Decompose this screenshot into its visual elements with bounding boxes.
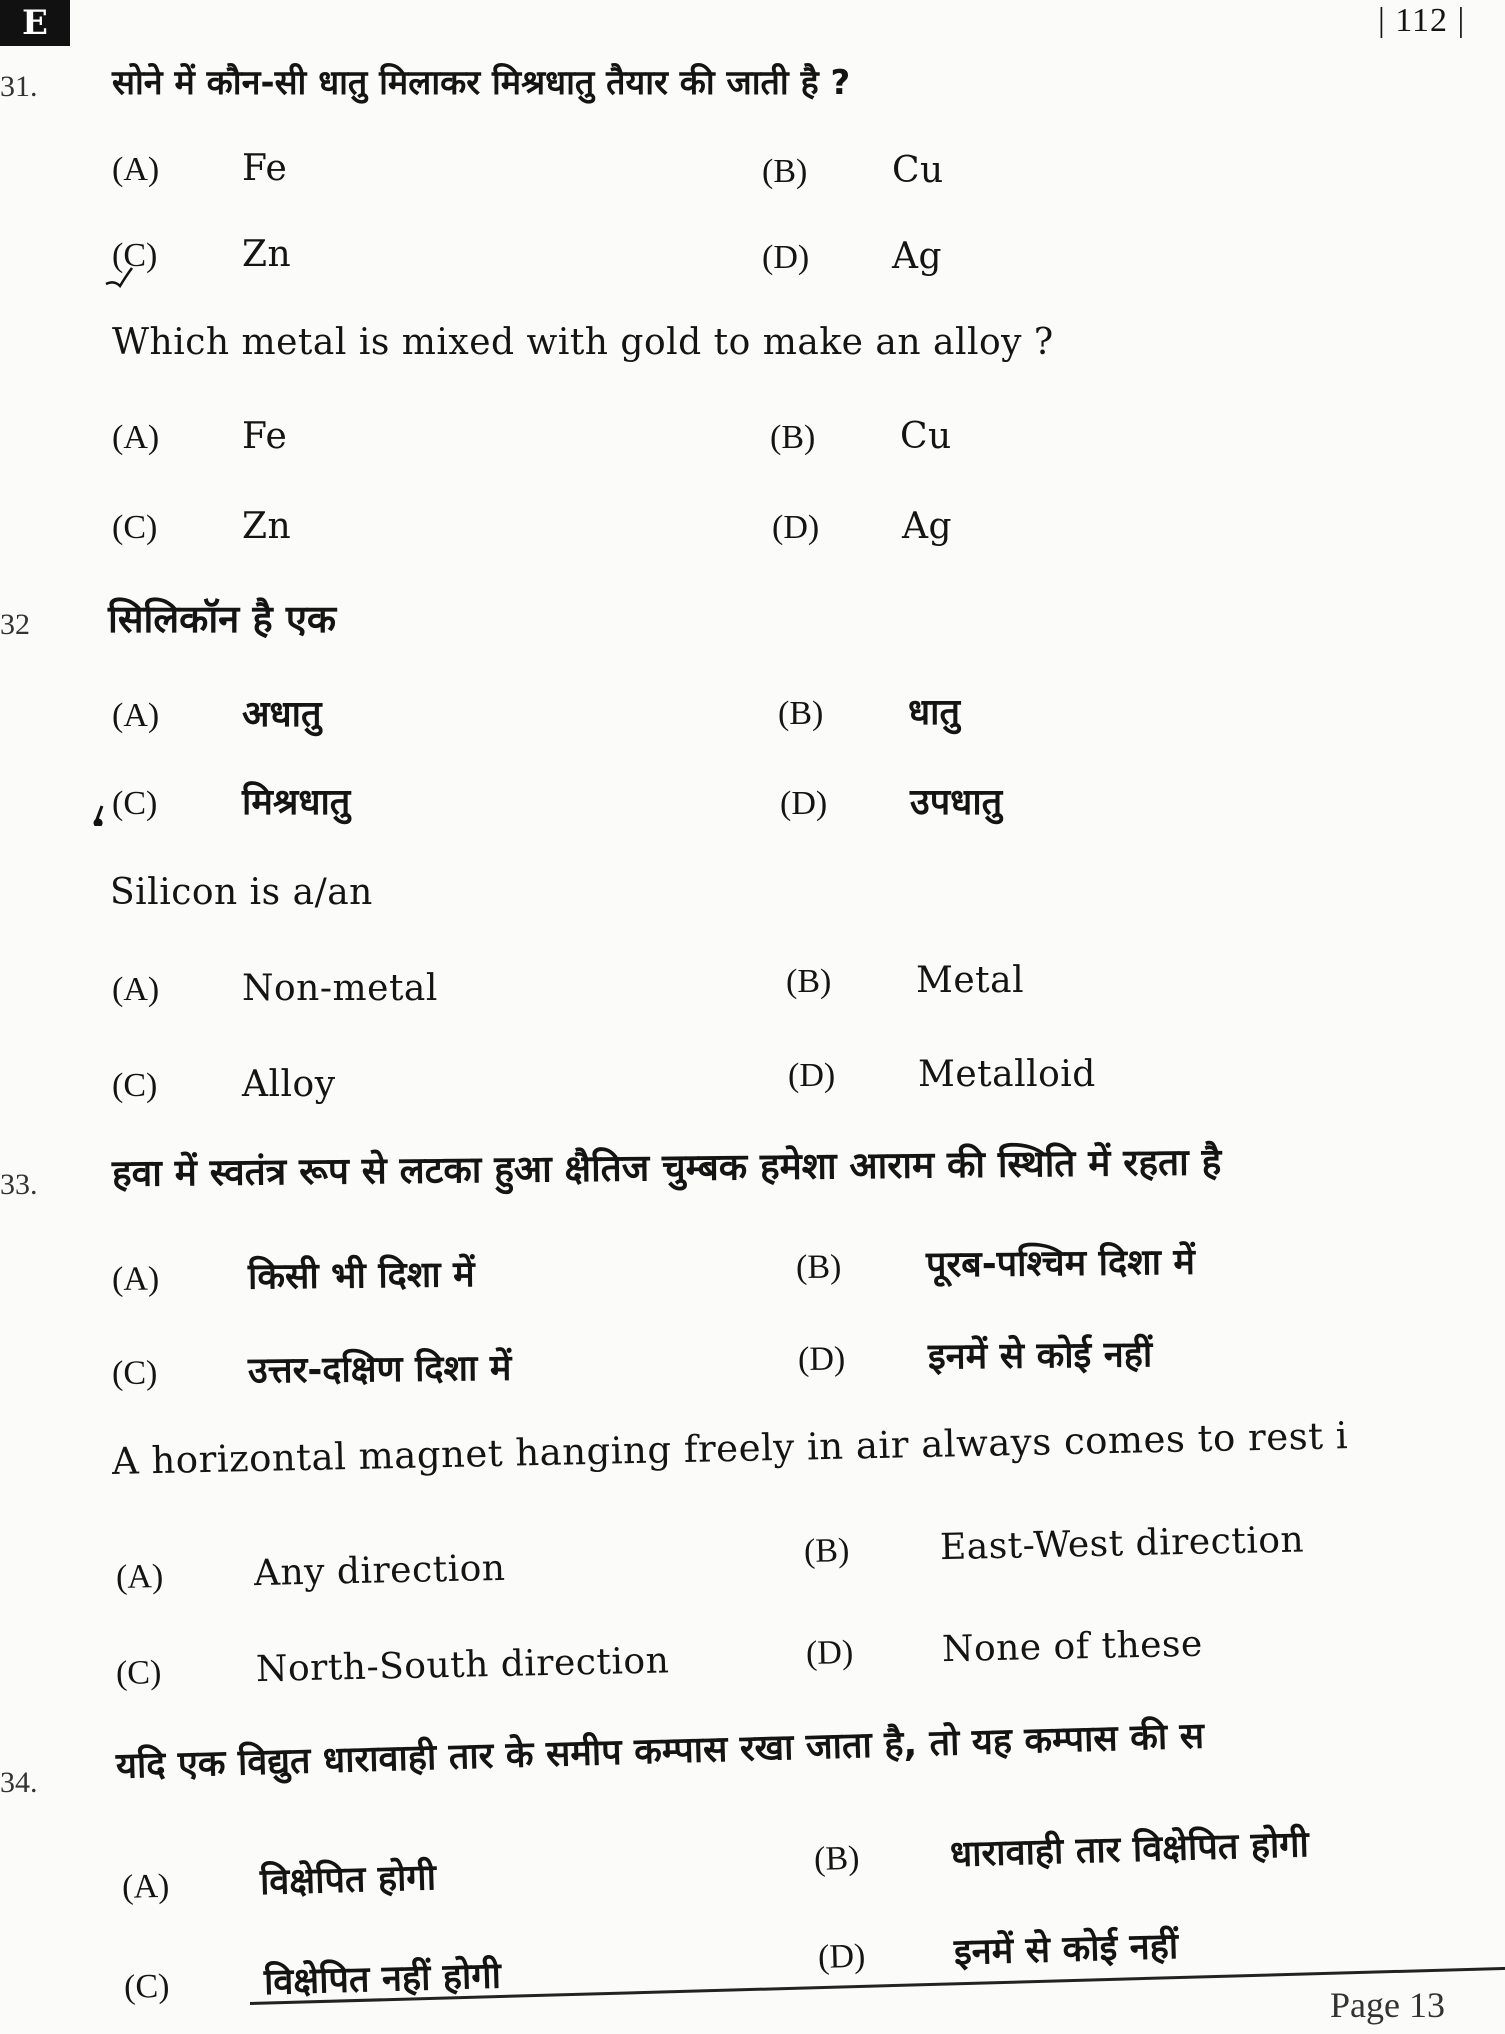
option-value: इनमें से कोई नहीं (953, 1925, 1179, 1974)
option-label: (D) (772, 509, 820, 546)
option-label: (C) (123, 1967, 170, 2006)
question-text-hindi: यदि एक विद्युत धारावाही तार के समीप कम्पास रखा जाता है, तो यह कम्पास की स (115, 1715, 1205, 1787)
option-label: (C) (111, 1354, 158, 1392)
option-a[interactable] (112, 968, 438, 1009)
option-a[interactable] (112, 688, 322, 737)
option-label: (C) (112, 1067, 158, 1104)
option-label: (D) (762, 239, 810, 276)
option-b[interactable] (786, 960, 1024, 1001)
option-value: None of these (941, 1623, 1204, 1671)
option-label: (B) (813, 1839, 860, 1878)
option-d[interactable] (806, 1624, 1204, 1673)
option-value: Zn (242, 506, 292, 547)
option-label: (D) (788, 1057, 836, 1094)
set-code-badge: E (0, 0, 70, 46)
option-d[interactable] (772, 506, 952, 547)
option-b[interactable] (778, 686, 960, 735)
option-value: अधातु (242, 694, 322, 735)
option-label: (A) (121, 1867, 170, 1906)
option-label: (A) (112, 419, 160, 456)
option-label: (B) (778, 695, 824, 732)
option-label: (B) (762, 153, 808, 190)
option-value: विक्षेपित होगी (259, 1857, 437, 1904)
option-value: विक्षेपित नहीं होगी (263, 1955, 502, 2004)
option-label: (A) (115, 1558, 164, 1596)
pen-tick-mark-icon (92, 796, 122, 826)
option-d[interactable] (762, 236, 942, 277)
option-d[interactable] (798, 1328, 1153, 1381)
option-value: Ag (892, 236, 943, 277)
option-c[interactable] (116, 1640, 670, 1693)
option-value: Fe (242, 148, 288, 189)
option-c[interactable] (112, 1342, 512, 1395)
option-value: धारावाही तार विक्षेपित होगी (949, 1824, 1310, 1876)
option-label: (A) (112, 971, 160, 1008)
option-value: Alloy (242, 1064, 336, 1105)
option-value: पूरब-पश्चिम दिशा में (925, 1241, 1196, 1286)
option-value: Any direction (253, 1547, 506, 1595)
option-c[interactable] (112, 1064, 336, 1105)
option-b[interactable] (770, 416, 952, 457)
option-b[interactable] (804, 1520, 1305, 1571)
option-c[interactable] (112, 776, 350, 825)
option-label: (A) (112, 151, 160, 188)
option-label: (A) (112, 697, 160, 734)
option-label: (C) (112, 785, 158, 822)
option-label: (A) (111, 1260, 160, 1298)
footer-page-label: Page 13 (1330, 1985, 1445, 2025)
question-text-hindi: हवा में स्वतंत्र रूप से लटका हुआ क्षैतिज चुम्बक हमेशा आराम की स्थिति में रहता है (111, 1140, 1222, 1195)
option-label: (D) (817, 1937, 866, 1976)
option-value: Metalloid (918, 1054, 1096, 1095)
page-code: | 112 | (1378, 2, 1466, 39)
option-value: East-West direction (939, 1519, 1305, 1569)
option-value: Metal (916, 960, 1025, 1001)
option-value: Non-metal (242, 968, 438, 1009)
option-label: (C) (112, 509, 158, 546)
option-label: (B) (786, 963, 832, 1000)
question-number: 34. (0, 1766, 38, 1799)
option-label: (D) (780, 785, 828, 822)
option-value: किसी भी दिशा में (247, 1254, 475, 1298)
option-value: North-South direction (255, 1640, 670, 1691)
option-a[interactable] (112, 416, 287, 457)
option-label: (C) (115, 1654, 162, 1692)
option-label: (D) (797, 1340, 846, 1378)
option-d[interactable] (817, 1920, 1178, 1979)
option-value: Cu (892, 150, 944, 191)
option-a[interactable] (121, 1851, 436, 1909)
question-text-hindi: सोने में कौन-सी धातु मिलाकर मिश्रधातु तैयार की जाती है ? (112, 63, 851, 103)
option-d[interactable] (780, 776, 1002, 825)
question-text-english: Silicon is a/an (110, 872, 373, 913)
option-a[interactable] (116, 1548, 506, 1597)
option-a[interactable] (112, 1248, 475, 1301)
option-label: (B) (770, 419, 816, 456)
option-value: Zn (242, 234, 292, 275)
option-d[interactable] (788, 1054, 1096, 1095)
question-text-hindi: सिलिकॉन है एक (108, 597, 337, 641)
option-b[interactable] (762, 150, 944, 191)
option-c[interactable] (112, 506, 291, 547)
option-value: इनमें से कोई नहीं (927, 1334, 1153, 1378)
option-value: उत्तर-दक्षिण दिशा में (247, 1347, 512, 1392)
pen-tick-mark-icon (104, 258, 134, 288)
option-b[interactable] (796, 1236, 1195, 1289)
option-value: धातु (908, 692, 960, 733)
question-text-english: A horizontal magnet hanging freely in air always comes to rest i (111, 1414, 1349, 1483)
option-b[interactable] (813, 1818, 1309, 1881)
option-label: (C) (112, 237, 158, 274)
option-value: मिश्रधातु (242, 782, 351, 823)
question-text-english: Which metal is mixed with gold to make an alloy ? (112, 322, 1054, 363)
option-value: Cu (900, 416, 952, 457)
option-value: उपधातु (910, 782, 1003, 823)
option-a[interactable] (112, 148, 287, 189)
option-value: Fe (242, 416, 288, 457)
question-number: 32 (0, 608, 30, 641)
option-c[interactable] (112, 234, 291, 275)
question-number: 31. (0, 70, 38, 103)
question-number: 33. (0, 1168, 38, 1201)
option-label: (B) (803, 1532, 850, 1570)
option-value: Ag (902, 506, 953, 547)
option-label: (D) (805, 1634, 854, 1672)
option-label: (B) (795, 1248, 842, 1286)
